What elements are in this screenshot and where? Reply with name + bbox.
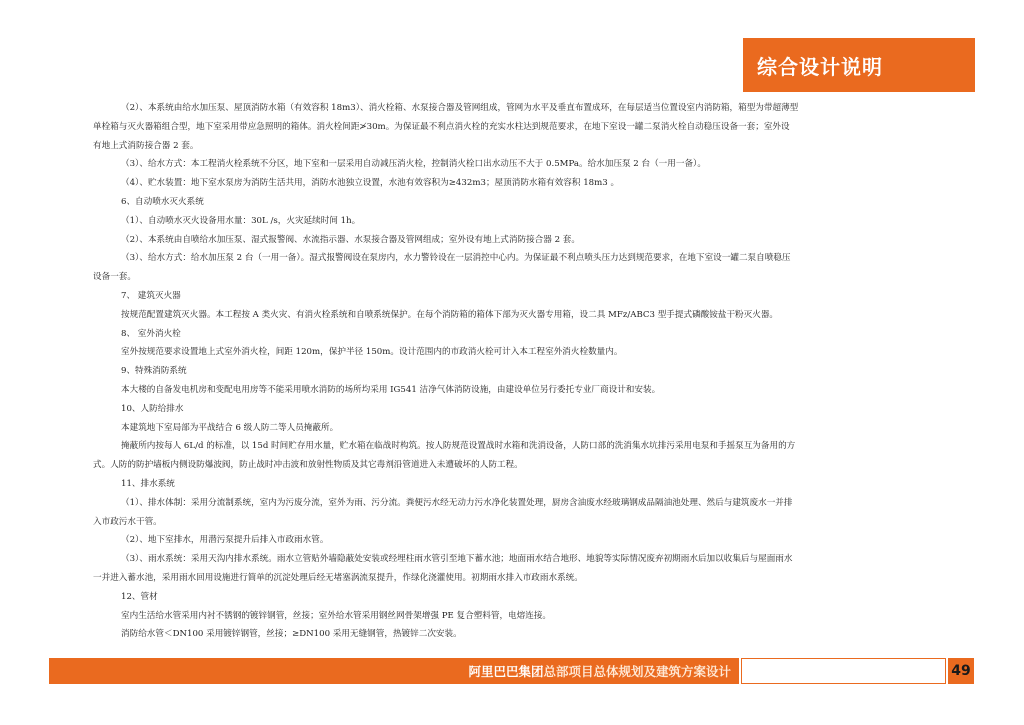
paragraph: 室外按规范要求设置地上式室外消火栓，间距 120m，保护半径 150m。设计范围内的市政消火栓可计入本工程室外消火栓数量内。 [121,347,623,358]
paragraph: 消防给水管＜DN100 采用镀锌钢管，丝接；≥DN100 采用无缝钢管，热镀锌二次安装。 [121,629,462,640]
paragraph: 按规范配置建筑灭火器。本工程按 A 类火灾、有消火栓系统和自喷系统保护。在每个消防箱的箱体下部为灭火器专用箱，设二具 MFz/ABC3 型手提式磷酸铵盐干粉灭火器。 [121,309,779,320]
paragraph: 本大楼的自备发电机房和变配电用房等不能采用喷水消防的场所均采用 IG541 洁净气体消防设施，由建设单位另行委托专业厂商设计和安装。 [121,384,661,395]
paragraph: 本建筑地下室局部为平战结合 6 级人防二等人员掩蔽所。 [121,422,339,433]
paragraph: 入市政污水干管。 [93,516,162,527]
paragraph: （2）、本系统由给水加压泵、屋顶消防水箱（有效容积 18m3）、消火栓箱、水泵接合器及管网组成，管网为水平及垂直布置成环，在每层适当位置设室内消防箱，箱型为带超薄型 [121,103,799,113]
paragraph: 有地上式消防接合器 2 套。 [93,140,199,151]
section-heading: 7、 建筑灭火器 [121,290,181,301]
paragraph: （3）、雨水系统：采用天沟内排水系统。雨水立管贴外墙隐蔽处安装或经埋柱雨水管引至地下蓄水池；地面雨水结合地形、地貌等实际情况废弃初期雨水后加以收集后与屋面雨水 [121,554,793,565]
section-heading: 8、 室外消火栓 [121,328,181,339]
section-heading: 9、特殊消防系统 [121,366,187,377]
footer-org-name: 阿里巴巴集团 [468,664,544,679]
footer-blank-box [741,658,946,684]
paragraph: 单栓箱与灭火器箱组合型，地下室采用带应急照明的箱体。消火栓间距≯30m。为保证最不利点消火栓的充实水柱达到规范要求，在地下室设一罐二泵消火栓自动稳压设备一套；室外设 [93,121,790,132]
paragraph: 式。人防的防护墙板内侧设防爆波阀，防止战时冲击波和放射性物质及其它毒剂沿管道进入未遭破坏的人防工程。 [93,460,523,471]
paragraph: （1）、排水体制：采用分流制系统，室内为污废分流，室外为雨、污分流。粪便污水经无动力污水净化装置处理，厨房含油废水经玻璃钢成品隔油池处理、然后与建筑废水一并排 [121,497,793,508]
paragraph: （1）、自动喷水灭火设备用水量：30L /s，火灾延续时间 1h。 [121,215,361,226]
section-title-banner [743,38,975,92]
footer-project-name: 总部项目总体规划及建筑方案设计 [543,664,731,679]
paragraph: 室内生活给水管采用内衬不锈钢的镀锌钢管，丝接；室外给水管采用钢丝网骨架增强 PE 复合塑料管，电熔连接。 [121,610,552,621]
spec-body [93,99,887,644]
paragraph: 设备一套。 [93,272,136,283]
section-heading: 12、管材 [121,591,158,602]
paragraph: （3）、给水方式：本工程消火栓系统不分区，地下室和一层采用自动减压消火栓，控制消火栓口出水动压不大于 0.5MPa。给水加压泵 2 台（一用一备）。 [121,159,706,170]
section-title: 综合设计说明 [757,54,883,79]
paragraph: （4）、贮水装置：地下室水泵房为消防生活共用，消防水池独立设置，水池有效容积为≥432m3；屋顶消防水箱有效容积 18m3 。 [121,178,620,189]
footer-banner [49,658,739,684]
page-number: 49 [948,658,974,684]
section-heading: 11、排水系统 [121,478,175,489]
paragraph: （2）、地下室排水，用潜污泵提升后排入市政雨水管。 [121,535,329,546]
paragraph: 掩蔽所内按每人 6L/d 的标准，以 15d 时间贮存用水量，贮水箱在临战时构筑。按人防规范设置战时水箱和洗消设备，人防口部的洗消集水坑排污采用电泵和手摇泵互为备用的方 [121,441,796,452]
paragraph: （3）、给水方式：给水加压泵 2 台（一用一备）。湿式报警阀设在泵房内，水力警铃设在一层消控中心内。为保证最不利点喷头压力达到规范要求，在地下室设一罐二泵自喷稳压 [121,253,791,264]
paragraph: （2）、本系统由自喷给水加压泵、湿式报警阀、水流指示器、水泵接合器及管网组成；室外设有地上式消防接合器 2 套。 [121,234,580,245]
paragraph: 一并进入蓄水池，采用雨水回用设施进行简单的沉淀处理后经无堵塞涡流泵提升，作绿化浇灌使用。初期雨水排入市政雨水系统。 [93,572,583,583]
section-heading: 10、人防给排水 [121,403,184,414]
section-heading: 6、自动喷水灭火系统 [121,196,204,207]
